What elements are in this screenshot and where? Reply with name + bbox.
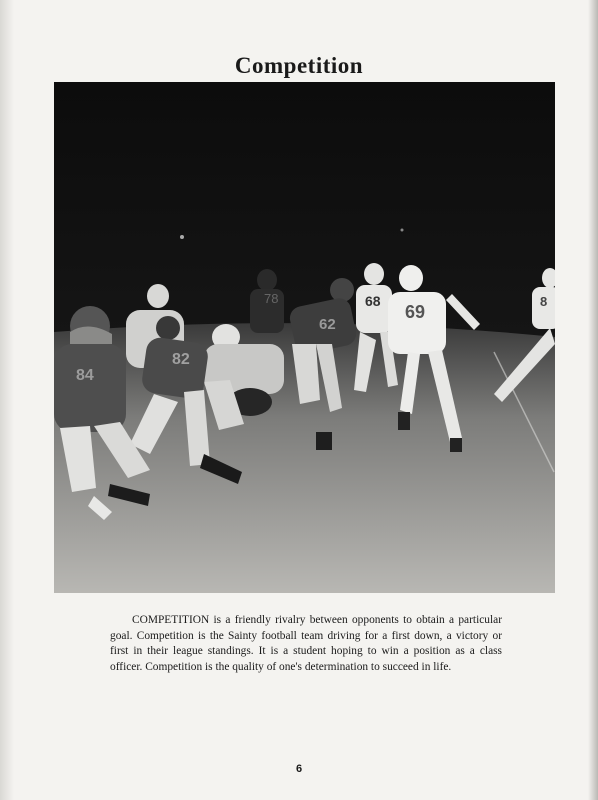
jersey-number: 78 <box>264 291 279 306</box>
jersey-number: 62 <box>319 316 336 333</box>
football-photo-illustration <box>54 82 555 593</box>
page-edge-shadow-right <box>588 0 598 800</box>
caption-paragraph <box>110 613 502 675</box>
distant-light <box>401 229 404 232</box>
football-game-photo <box>54 82 555 593</box>
page-edge-shadow-left <box>0 0 14 800</box>
page-title: Competition <box>234 53 364 79</box>
jersey-number: 84 <box>76 367 94 384</box>
jersey-number: 8 <box>540 294 548 309</box>
jersey-number: 69 <box>405 302 426 322</box>
page-number: 6 <box>295 763 303 775</box>
jersey-number: 68 <box>365 293 381 309</box>
caption-text: COMPETITION is a friendly rivalry between opponents to obtain a particular goal. Competition is the Sainty football team driving for a first down, a victory or first in their league standings. It is a student hoping to win a position as a class officer. Competition is the quality of one's determination to succeed in life. <box>110 614 502 673</box>
jersey-number: 82 <box>172 351 190 368</box>
distant-light <box>180 235 184 239</box>
